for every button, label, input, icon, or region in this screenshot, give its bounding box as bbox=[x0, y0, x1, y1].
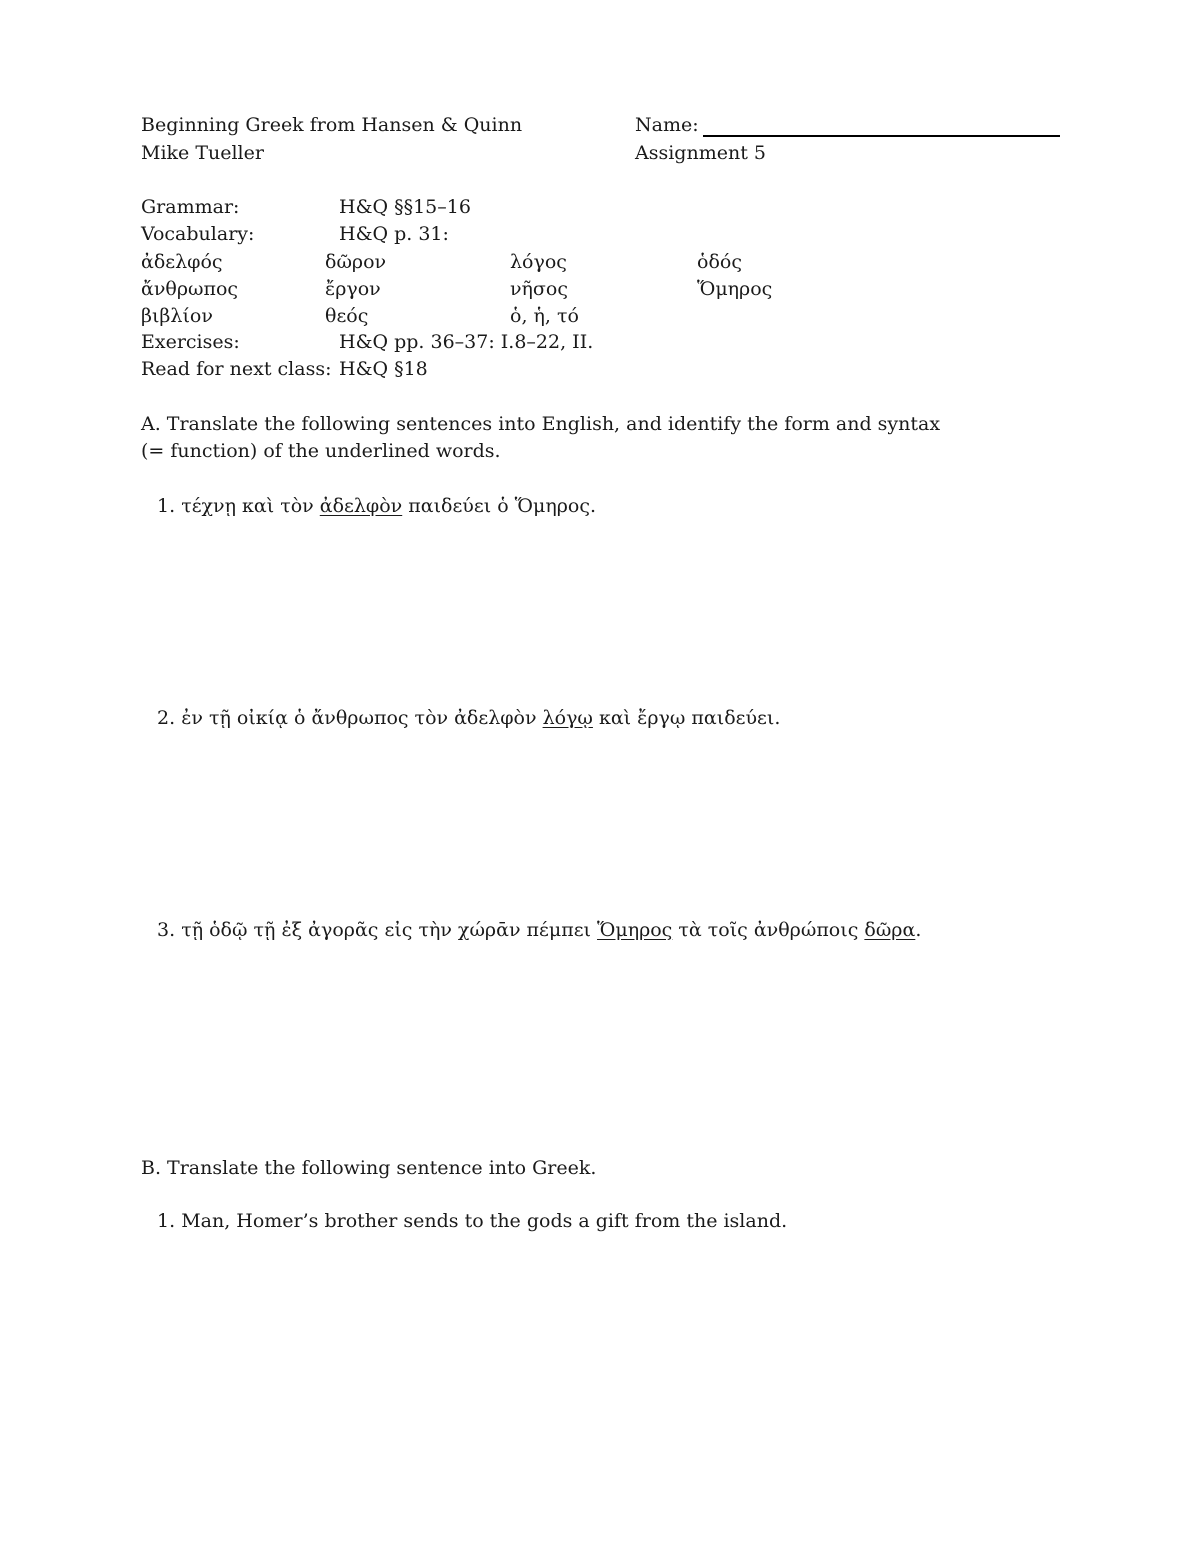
sentence-b1 bbox=[157, 1208, 787, 1235]
sentence-a1 bbox=[157, 493, 596, 520]
underlined-word: ἀδελφὸν bbox=[319, 495, 403, 517]
vocab-word: ὁ, ἡ, τό bbox=[510, 305, 579, 327]
vocab-word: ἀδελφός bbox=[141, 251, 223, 273]
vocab-word: λόγος bbox=[510, 251, 567, 273]
sentence-text: τέχνῃ καὶ τὸν bbox=[181, 495, 320, 517]
sentence-number: 1. bbox=[157, 1210, 176, 1232]
course-title: Beginning Greek from Hansen & Quinn bbox=[141, 114, 523, 136]
underlined-word: Ὅμηρος bbox=[597, 919, 673, 941]
sentence-number: 2. bbox=[157, 707, 176, 729]
sentence-text: ἐν τῇ οἰκίᾳ ὁ ἄνθρωπος τὸν ἀδελφὸν bbox=[181, 707, 543, 729]
vocab-word: νῆσος bbox=[510, 278, 568, 300]
grammar-value: H&Q §§15–16 bbox=[339, 196, 471, 218]
sentence-text: καὶ ἔργῳ παιδεύει. bbox=[592, 707, 781, 729]
sentence-a2 bbox=[157, 705, 780, 732]
sentence-a3 bbox=[157, 917, 921, 944]
underlined-word: δῶρα bbox=[864, 919, 916, 941]
vocab-word: ἄνθρωπος bbox=[141, 278, 239, 300]
vocabulary-value: H&Q p. 31: bbox=[339, 223, 449, 245]
sentence-text: τῇ ὁδῷ τῇ ἐξ ἀγορᾶς εἰς τὴν χώρᾱν πέμπει bbox=[181, 919, 598, 941]
name-blank-line bbox=[703, 113, 1060, 137]
section-a-instructions-cont: (= function) of the underlined words. bbox=[141, 440, 501, 462]
instructor-name: Mike Tueller bbox=[141, 142, 264, 164]
vocab-word: ὁδός bbox=[697, 251, 742, 273]
vocab-word: δῶρον bbox=[325, 251, 387, 273]
vocabulary-label: Vocabulary: bbox=[141, 223, 255, 245]
section-b-instructions: B. Translate the following sentence into Greek. bbox=[141, 1157, 597, 1179]
sentence-text: τὰ τοῖς ἀνθρώποις bbox=[672, 919, 865, 941]
read-label: Read for next class: bbox=[141, 358, 332, 380]
sentence-number: 1. bbox=[157, 495, 176, 517]
sentence-text: παιδεύει ὁ Ὅμηρος. bbox=[402, 495, 597, 517]
name-label: Name: bbox=[635, 114, 699, 136]
section-a-instructions: A. Translate the following sentences into English, and identify the form and syntax bbox=[141, 413, 941, 435]
vocab-word: θεός bbox=[325, 305, 369, 327]
exercises-label: Exercises: bbox=[141, 331, 240, 353]
read-value: H&Q §18 bbox=[339, 358, 428, 380]
vocab-word: ἔργον bbox=[325, 278, 381, 300]
sentence-text: . bbox=[915, 919, 922, 941]
sentence-text: Man, Homer’s brother sends to the gods a gift from the island. bbox=[181, 1210, 788, 1232]
grammar-label: Grammar: bbox=[141, 196, 240, 218]
underlined-word: λόγῳ bbox=[542, 707, 593, 729]
vocab-word: βιβλίον bbox=[141, 305, 213, 327]
sentence-number: 3. bbox=[157, 919, 176, 941]
exercises-value: H&Q pp. 36–37: I.8–22, II. bbox=[339, 331, 594, 353]
vocab-word: Ὅμηρος bbox=[697, 278, 773, 300]
assignment-number: Assignment 5 bbox=[635, 142, 766, 164]
